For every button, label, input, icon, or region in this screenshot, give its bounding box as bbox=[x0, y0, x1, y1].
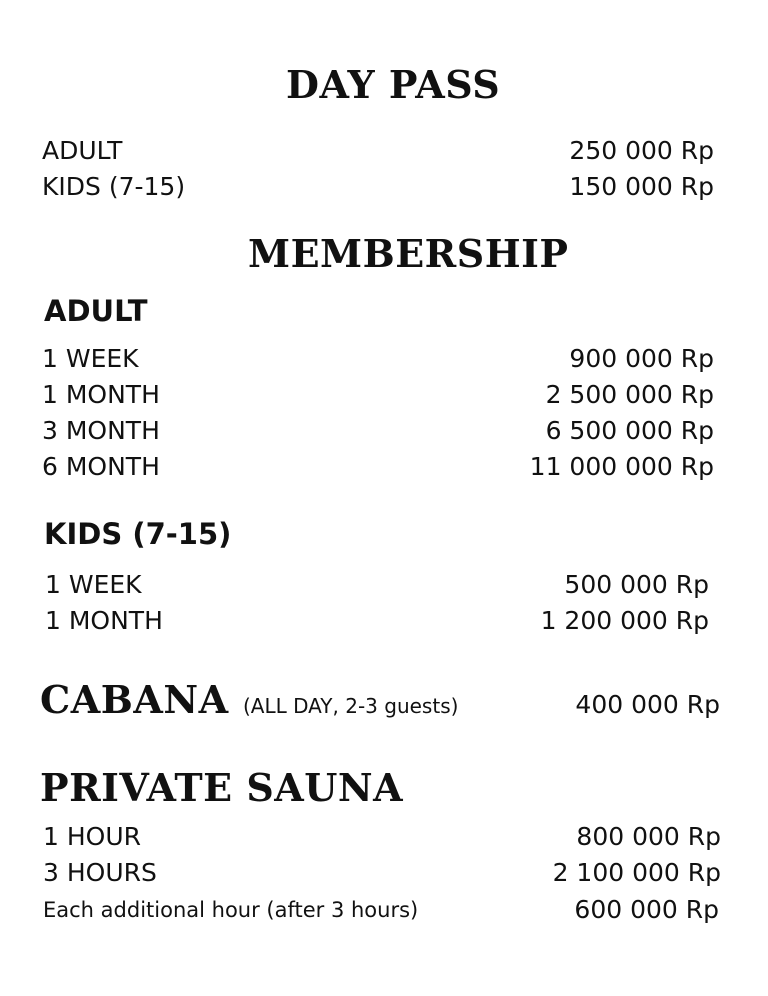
price-row-price: 6 500 000 Rp bbox=[545, 416, 714, 445]
membership-kids-subheading: KIDS (7-15) bbox=[44, 517, 232, 551]
price-row-label: 1 MONTH bbox=[45, 606, 163, 635]
price-row-sauna-additional-hour bbox=[43, 892, 719, 928]
price-row-label: 6 MONTH bbox=[42, 452, 160, 481]
price-row-price: 800 000 Rp bbox=[576, 822, 721, 851]
price-row-day-pass-kids bbox=[42, 169, 714, 205]
day-pass-heading: DAY PASS bbox=[286, 62, 501, 107]
price-row-price: 150 000 Rp bbox=[569, 172, 714, 201]
price-row-label: 1 WEEK bbox=[42, 344, 139, 373]
membership-heading: MEMBERSHIP bbox=[248, 231, 569, 276]
price-row-label: KIDS (7-15) bbox=[42, 172, 186, 201]
price-row-price: 2 100 000 Rp bbox=[552, 858, 721, 887]
price-row-adult-6-month bbox=[42, 449, 714, 485]
price-row-price: 2 500 000 Rp bbox=[545, 380, 714, 409]
price-row-label: 3 MONTH bbox=[42, 416, 160, 445]
price-row-kids-1-week bbox=[45, 567, 709, 603]
cabana-heading: CABANA bbox=[40, 677, 229, 722]
price-row-price: 900 000 Rp bbox=[569, 344, 714, 373]
price-row-label: 1 WEEK bbox=[45, 570, 142, 599]
price-row-kids-1-month bbox=[45, 603, 709, 639]
price-row-adult-3-month bbox=[42, 413, 714, 449]
price-row-adult-1-month bbox=[42, 377, 714, 413]
price-row-label: Each additional hour (after 3 hours) bbox=[43, 898, 419, 922]
price-row-label: 3 HOURS bbox=[43, 858, 157, 887]
private-sauna-heading: PRIVATE SAUNA bbox=[40, 765, 404, 810]
price-row-price: 11 000 000 Rp bbox=[529, 452, 714, 481]
membership-adult-subheading: ADULT bbox=[44, 294, 148, 328]
price-row-price: 600 000 Rp bbox=[574, 895, 719, 924]
price-row-label: 1 HOUR bbox=[43, 822, 141, 851]
price-row-day-pass-adult bbox=[42, 133, 714, 169]
price-row-label: ADULT bbox=[42, 136, 123, 165]
cabana-price: 400 000 Rp bbox=[575, 690, 720, 719]
price-row-price: 250 000 Rp bbox=[569, 136, 714, 165]
price-row-sauna-1-hour bbox=[43, 819, 721, 855]
price-row-price: 500 000 Rp bbox=[564, 570, 709, 599]
price-row-label: 1 MONTH bbox=[42, 380, 160, 409]
cabana-note: (ALL DAY, 2-3 guests) bbox=[243, 694, 459, 718]
price-row-sauna-3-hours bbox=[43, 855, 721, 891]
price-row-price: 1 200 000 Rp bbox=[540, 606, 709, 635]
price-row-adult-1-week bbox=[42, 341, 714, 377]
